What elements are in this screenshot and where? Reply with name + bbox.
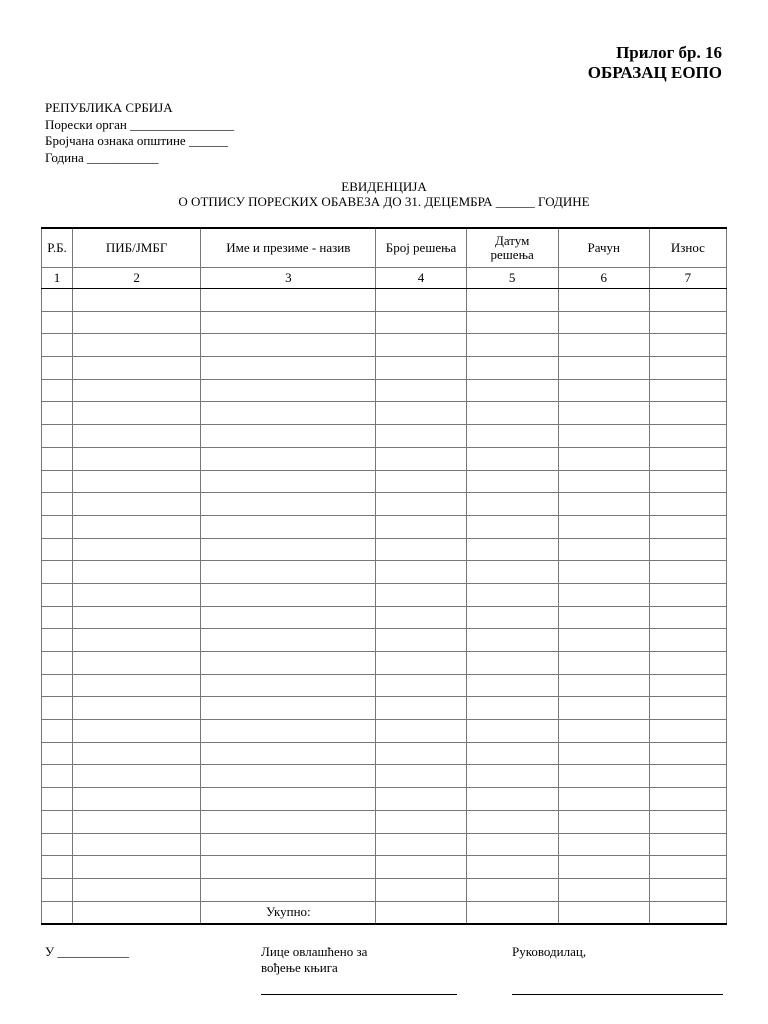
table-cell (201, 402, 376, 425)
table-cell (649, 583, 726, 606)
table-cell (42, 788, 73, 811)
table-cell (466, 379, 558, 402)
table-cell (73, 447, 201, 470)
table-row (42, 515, 727, 538)
table-cell (466, 289, 558, 312)
table-cell (558, 289, 649, 312)
table-cell (201, 742, 376, 765)
table-cell (73, 629, 201, 652)
table-cell (73, 493, 201, 516)
table-cell (558, 788, 649, 811)
table-cell (558, 357, 649, 380)
table-cell (558, 810, 649, 833)
col-header-pib: ПИБ/ЈМБГ (73, 228, 201, 268)
table-cell (73, 606, 201, 629)
table-cell (376, 447, 466, 470)
table-cell (201, 447, 376, 470)
table-cell (558, 379, 649, 402)
table-cell (201, 311, 376, 334)
table-cell (376, 742, 466, 765)
table-cell (201, 561, 376, 584)
place-field: У ___________ (45, 944, 129, 959)
table-cell (376, 878, 466, 901)
table-cell (201, 765, 376, 788)
table-cell (201, 379, 376, 402)
table-cell (73, 878, 201, 901)
table-cell (649, 311, 726, 334)
manager-label: Руководилац, (512, 944, 587, 959)
table-cell (201, 810, 376, 833)
table-cell (376, 311, 466, 334)
table-cell (466, 561, 558, 584)
table-cell (42, 357, 73, 380)
table-cell (376, 652, 466, 675)
table-cell (649, 901, 726, 924)
municipality-code-field: Бројчана ознака општине ______ (45, 133, 228, 148)
col-number: 7 (649, 268, 726, 289)
table-cell (558, 583, 649, 606)
table-row (42, 652, 727, 675)
table-cell (376, 720, 466, 743)
table-cell (466, 629, 558, 652)
col-header-name: Име и презиме - назив (201, 228, 376, 268)
table-cell (558, 742, 649, 765)
table-cell (73, 357, 201, 380)
table-cell (73, 833, 201, 856)
table-row (42, 583, 727, 606)
table-cell (466, 810, 558, 833)
table-cell (649, 697, 726, 720)
table-row (42, 470, 727, 493)
table-cell (649, 538, 726, 561)
table-cell (42, 470, 73, 493)
register-table (41, 227, 727, 925)
table-row (42, 447, 727, 470)
table-row (42, 878, 727, 901)
table-cell (73, 720, 201, 743)
table-cell (73, 538, 201, 561)
table-cell (42, 742, 73, 765)
table-cell (376, 561, 466, 584)
table-cell (376, 425, 466, 448)
table-cell (73, 425, 201, 448)
table-row (42, 856, 727, 879)
table-cell (73, 652, 201, 675)
table-cell (649, 629, 726, 652)
table-cell (201, 357, 376, 380)
table-row (42, 810, 727, 833)
table-cell (376, 606, 466, 629)
table-cell (73, 742, 201, 765)
table-cell (466, 856, 558, 879)
col-header-account: Рачун (558, 228, 649, 268)
table-cell (649, 878, 726, 901)
table-row (42, 720, 727, 743)
table-cell (466, 515, 558, 538)
table-cell (376, 538, 466, 561)
table-cell (558, 856, 649, 879)
table-cell (201, 652, 376, 675)
tax-authority-field: Порески орган ________________ (45, 116, 235, 132)
table-cell (649, 379, 726, 402)
column-number-row (42, 268, 727, 289)
table-cell (73, 697, 201, 720)
table-cell (73, 515, 201, 538)
table-cell (558, 833, 649, 856)
col-header-decision-date-text: Датум решења (490, 233, 534, 262)
col-number: 4 (376, 268, 466, 289)
table-row (42, 742, 727, 765)
table-cell (376, 856, 466, 879)
table-cell (42, 538, 73, 561)
title-line-2: О ОТПИСУ ПОРЕСКИХ ОБАВЕЗА ДО 31. ДЕЦЕМБРА ______ ГОДИНЕ (178, 194, 590, 209)
table-cell (558, 697, 649, 720)
table-cell (42, 289, 73, 312)
table-cell (201, 493, 376, 516)
table-row (42, 561, 727, 584)
table-cell (42, 561, 73, 584)
table-cell (649, 493, 726, 516)
table-cell (73, 583, 201, 606)
table-row (42, 833, 727, 856)
col-number: 5 (466, 268, 558, 289)
table-cell (376, 833, 466, 856)
col-number: 6 (558, 268, 649, 289)
table-cell (466, 447, 558, 470)
table-cell (558, 720, 649, 743)
table-cell (558, 878, 649, 901)
table-cell (558, 311, 649, 334)
table-cell (649, 652, 726, 675)
table-row (42, 379, 727, 402)
table-cell (649, 742, 726, 765)
table-cell (466, 334, 558, 357)
table-cell (466, 425, 558, 448)
table-cell (376, 788, 466, 811)
table-cell (42, 652, 73, 675)
table-cell (42, 856, 73, 879)
table-cell (73, 810, 201, 833)
table-cell (466, 493, 558, 516)
table-row (42, 629, 727, 652)
table-cell (73, 561, 201, 584)
table-cell (376, 289, 466, 312)
table-cell (649, 720, 726, 743)
table-cell (42, 311, 73, 334)
table-cell (42, 810, 73, 833)
table-cell (201, 334, 376, 357)
table-cell (649, 833, 726, 856)
table-cell (376, 357, 466, 380)
table-cell (376, 493, 466, 516)
table-cell (376, 810, 466, 833)
table-cell (649, 674, 726, 697)
table-cell (649, 561, 726, 584)
year-field: Година ___________ (45, 149, 159, 165)
table-cell (649, 810, 726, 833)
col-header-decision-number: Број решења (376, 228, 466, 268)
table-cell (558, 765, 649, 788)
table-cell (201, 289, 376, 312)
table-cell (649, 856, 726, 879)
table-cell (558, 334, 649, 357)
table-cell (649, 606, 726, 629)
table-cell (201, 788, 376, 811)
table-cell (558, 538, 649, 561)
table-cell (376, 470, 466, 493)
table-cell (649, 425, 726, 448)
table-row (42, 697, 727, 720)
table-cell (201, 606, 376, 629)
table-cell (73, 402, 201, 425)
table-cell (558, 425, 649, 448)
table-cell (201, 629, 376, 652)
table-cell (73, 674, 201, 697)
table-cell (73, 311, 201, 334)
table-cell (649, 289, 726, 312)
table-row (42, 493, 727, 516)
table-cell (466, 765, 558, 788)
table-cell (558, 629, 649, 652)
table-cell (558, 493, 649, 516)
table-row (42, 606, 727, 629)
table-cell (376, 515, 466, 538)
table-cell (42, 697, 73, 720)
table-cell (466, 720, 558, 743)
table-cell (649, 334, 726, 357)
table-cell (42, 765, 73, 788)
table-cell (466, 402, 558, 425)
table-cell (466, 652, 558, 675)
table-cell (649, 402, 726, 425)
table-row (42, 425, 727, 448)
table-cell (376, 583, 466, 606)
form-code: ОБРАЗАЦ ЕОПО (587, 63, 722, 82)
table-cell (42, 629, 73, 652)
table-cell (42, 833, 73, 856)
table-cell (73, 856, 201, 879)
table-row (42, 311, 727, 334)
table-cell (649, 515, 726, 538)
table-cell (558, 674, 649, 697)
table-cell (201, 720, 376, 743)
table-row (42, 334, 727, 357)
table-cell (649, 765, 726, 788)
table-cell (201, 878, 376, 901)
table-cell (42, 720, 73, 743)
form-header (588, 43, 722, 83)
table-cell (466, 878, 558, 901)
table-cell (73, 334, 201, 357)
table-cell (558, 901, 649, 924)
table-cell (376, 334, 466, 357)
table-cell (466, 674, 558, 697)
table-cell (73, 289, 201, 312)
table-cell (466, 742, 558, 765)
table-cell (466, 470, 558, 493)
table-cell (466, 583, 558, 606)
table-cell (73, 788, 201, 811)
table-cell (558, 447, 649, 470)
manager-signature-line (512, 994, 723, 995)
table-cell (558, 470, 649, 493)
table-cell (649, 470, 726, 493)
table-row (42, 357, 727, 380)
total-row (42, 901, 727, 924)
table-cell (42, 493, 73, 516)
col-number: 2 (73, 268, 201, 289)
table-cell (558, 606, 649, 629)
total-label: Укупно: (201, 901, 376, 924)
table-cell (376, 765, 466, 788)
col-number: 1 (42, 268, 73, 289)
table-cell (42, 379, 73, 402)
table-cell (73, 901, 201, 924)
table-cell (466, 697, 558, 720)
table-cell (201, 425, 376, 448)
table-cell (558, 402, 649, 425)
table-cell (376, 901, 466, 924)
table-cell (201, 674, 376, 697)
title-line-1: ЕВИДЕНЦИЈА (341, 179, 427, 194)
table-row (42, 765, 727, 788)
annex-label: Прилог бр. 16 (616, 43, 722, 62)
document-title (0, 179, 768, 209)
authorized-person-signature-line (261, 994, 457, 995)
table-cell (466, 788, 558, 811)
table-cell (42, 901, 73, 924)
col-header-decision-date (466, 228, 558, 268)
table-cell (649, 788, 726, 811)
table-row (42, 674, 727, 697)
issuer-block (45, 100, 234, 166)
table-cell (466, 833, 558, 856)
table-cell (201, 515, 376, 538)
col-header-rb: Р.Б. (42, 228, 73, 268)
table-cell (376, 629, 466, 652)
table-cell (466, 357, 558, 380)
table-cell (201, 856, 376, 879)
table-cell (466, 538, 558, 561)
table-cell (558, 561, 649, 584)
col-header-amount: Износ (649, 228, 726, 268)
table-cell (558, 652, 649, 675)
table-row (42, 788, 727, 811)
table-cell (201, 583, 376, 606)
table-cell (42, 674, 73, 697)
table-cell (42, 425, 73, 448)
table-cell (42, 402, 73, 425)
table-cell (42, 878, 73, 901)
table-cell (376, 674, 466, 697)
table-row (42, 402, 727, 425)
table-cell (201, 538, 376, 561)
table-cell (201, 833, 376, 856)
table-cell (73, 379, 201, 402)
table-row (42, 289, 727, 312)
col-number: 3 (201, 268, 376, 289)
table-row (42, 538, 727, 561)
table-cell (558, 515, 649, 538)
table-cell (73, 470, 201, 493)
table-header-row (42, 228, 727, 268)
table-cell (73, 765, 201, 788)
table-cell (466, 901, 558, 924)
table-cell (42, 583, 73, 606)
authorized-person-label: Лице овлашћено за вођење књига (261, 944, 368, 975)
table-cell (42, 334, 73, 357)
table-cell (376, 697, 466, 720)
republic-label: РЕПУБЛИКА СРБИЈА (45, 100, 173, 115)
table-cell (42, 606, 73, 629)
table-cell (201, 470, 376, 493)
table-cell (466, 311, 558, 334)
table-cell (466, 606, 558, 629)
table-cell (201, 697, 376, 720)
table-cell (42, 447, 73, 470)
table-cell (376, 402, 466, 425)
table-cell (42, 515, 73, 538)
table-cell (649, 447, 726, 470)
table-cell (376, 379, 466, 402)
table-cell (649, 357, 726, 380)
